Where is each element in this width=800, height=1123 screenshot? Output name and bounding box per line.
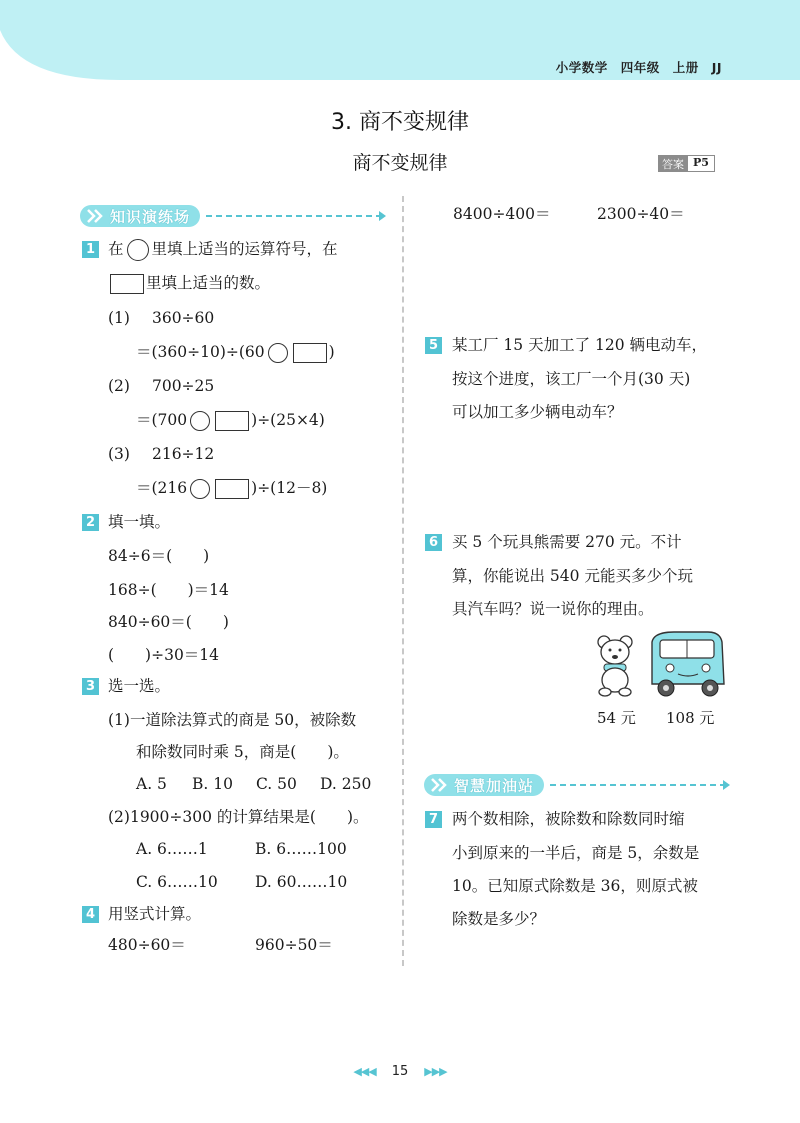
q1-prompt-line2 bbox=[108, 272, 270, 294]
q3-s1-option-b[interactable]: B. 10 bbox=[192, 775, 233, 793]
q3-s2-option-c[interactable]: C. 6……10 bbox=[136, 873, 218, 891]
q1-p1-eq bbox=[136, 341, 335, 363]
q3-s1-option-a[interactable]: A. 5 bbox=[136, 775, 167, 793]
q1-p2-eq bbox=[136, 409, 325, 431]
question-number-1: 1 bbox=[82, 241, 99, 258]
question-number-4: 4 bbox=[82, 906, 99, 923]
q1-p2-number-input[interactable] bbox=[215, 411, 249, 431]
q5-line-3: 可以加工多少辆电动车？ bbox=[452, 403, 623, 421]
wisdom-banner bbox=[424, 772, 726, 798]
q1-prompt-a: 在 bbox=[108, 240, 124, 258]
q1-p1-expr bbox=[108, 307, 214, 329]
q7-line-2: 小到原来的一半后，商是 5，余数是 bbox=[452, 844, 700, 862]
q2-title: 填一填。 bbox=[108, 513, 171, 531]
column-divider bbox=[402, 196, 404, 966]
q1-prompt-c: 里填上适当的数。 bbox=[146, 274, 271, 292]
q4-expr-1: 480÷60＝ bbox=[108, 936, 186, 954]
q5-line-1: 某工厂 15 天加工了 120 辆电动车， bbox=[452, 336, 708, 354]
q1-p1-eq-a: ＝(360÷10)÷(60 bbox=[136, 343, 265, 361]
q2-line-2[interactable]: 168÷( )＝14 bbox=[108, 581, 229, 599]
answer-page: P5 bbox=[688, 155, 715, 172]
q1-p3-operator-input[interactable] bbox=[190, 479, 210, 499]
teddy-bear-icon bbox=[598, 636, 632, 696]
q1-p1-eq-b: ) bbox=[328, 343, 335, 361]
q6-line-3: 具汽车吗？说一说你的理由。 bbox=[452, 600, 654, 618]
toys-illustration bbox=[590, 628, 730, 700]
question-number-2: 2 bbox=[82, 514, 99, 531]
lesson-title: 3. 商不变规律 bbox=[331, 110, 469, 135]
q1-p2-eq-b: )÷(25×4) bbox=[251, 411, 325, 429]
circle-blank bbox=[127, 239, 149, 261]
page-number: 15 bbox=[391, 1064, 409, 1079]
q6-line-2: 算，你能说出 540 元能买多少个玩 bbox=[452, 567, 693, 585]
q3-s2-option-d[interactable]: D. 60……10 bbox=[255, 873, 348, 891]
q2-line-3[interactable]: 840÷60＝( ) bbox=[108, 613, 229, 631]
q3-s1-line2: 和除数同时乘 5，商是( )。 bbox=[136, 743, 349, 761]
answer-label: 答案 bbox=[658, 155, 688, 172]
double-chevron-icon bbox=[86, 208, 106, 224]
q3-s2-line: (2)1900÷300 的计算结果是( )。 bbox=[108, 808, 369, 826]
bear-price: 54 元 bbox=[597, 709, 636, 727]
toy-car-icon bbox=[652, 632, 724, 696]
q7-line-3: 10。已知原式除数是 36，则原式被 bbox=[452, 877, 698, 895]
question-number-5: 5 bbox=[425, 337, 442, 354]
q4-expr-4: 2300÷40＝ bbox=[597, 205, 685, 223]
q4-expr-2: 960÷50＝ bbox=[255, 936, 333, 954]
q5-line-2: 按这个进度，该工厂一个月(30 天) bbox=[452, 370, 691, 388]
q1-p3-label: (3) bbox=[108, 445, 130, 463]
page-footer bbox=[0, 1064, 800, 1079]
q1-p1-expr-text: 360÷60 bbox=[151, 309, 215, 327]
q1-prompt-line1 bbox=[108, 238, 338, 261]
q1-p3-eq bbox=[136, 477, 327, 499]
q1-p3-eq-a: ＝(216 bbox=[136, 479, 188, 497]
q1-p2-operator-input[interactable] bbox=[190, 411, 210, 431]
q3-title: 选一选。 bbox=[108, 677, 171, 695]
practice-banner-label: 知识演练场 bbox=[110, 207, 191, 226]
q1-p2-label: (2) bbox=[108, 377, 130, 395]
q1-p1-number-input[interactable] bbox=[293, 343, 327, 363]
q6-line-1: 买 5 个玩具熊需要 270 元。不计 bbox=[452, 533, 682, 551]
question-number-3: 3 bbox=[82, 678, 99, 695]
q2-line-4[interactable]: ( )÷30＝14 bbox=[108, 646, 220, 664]
q1-p2-expr-text: 700÷25 bbox=[151, 377, 215, 395]
double-chevron-icon bbox=[430, 777, 450, 793]
question-number-7: 7 bbox=[425, 811, 442, 828]
q1-p3-number-input[interactable] bbox=[215, 479, 249, 499]
q3-s1-line1: (1)一道除法算式的商是 50，被除数 bbox=[108, 711, 357, 729]
q4-expr-3: 8400÷400＝ bbox=[453, 205, 551, 223]
q3-s1-option-d[interactable]: D. 250 bbox=[320, 775, 372, 793]
q7-line-4: 除数是多少？ bbox=[452, 910, 546, 928]
series-label: 小学数学 四年级 上册 JJ bbox=[555, 60, 722, 75]
q1-p1-label: (1) bbox=[108, 309, 130, 327]
q1-p3-expr bbox=[108, 443, 214, 465]
q4-title: 用竖式计算。 bbox=[108, 905, 202, 923]
q3-s1-option-c[interactable]: C. 50 bbox=[256, 775, 297, 793]
q1-p3-expr-text: 216÷12 bbox=[151, 445, 215, 463]
q1-p1-operator-input[interactable] bbox=[268, 343, 288, 363]
q1-p2-expr bbox=[108, 375, 214, 397]
q7-line-1: 两个数相除，被除数和除数同时缩 bbox=[452, 810, 685, 828]
car-price: 108 元 bbox=[666, 709, 715, 727]
lesson-subtitle: 商不变规律 bbox=[352, 152, 448, 174]
question-number-6: 6 bbox=[425, 534, 442, 551]
prev-page-icon[interactable]: ◀◀◀ bbox=[353, 1065, 376, 1078]
q1-p2-eq-a: ＝(700 bbox=[136, 411, 188, 429]
q3-s2-option-b[interactable]: B. 6……100 bbox=[255, 840, 347, 858]
wisdom-banner-label: 智慧加油站 bbox=[454, 776, 535, 795]
box-blank bbox=[110, 274, 144, 294]
q2-line-1[interactable]: 84÷6＝( ) bbox=[108, 547, 210, 565]
practice-banner bbox=[80, 203, 382, 229]
answer-tag[interactable] bbox=[658, 155, 715, 172]
q1-p3-eq-b: )÷(12－8) bbox=[251, 479, 328, 497]
q1-prompt-b: 里填上适当的运算符号，在 bbox=[151, 240, 338, 258]
q3-s2-option-a[interactable]: A. 6……1 bbox=[136, 840, 208, 858]
next-page-icon[interactable]: ▶▶▶ bbox=[424, 1065, 447, 1078]
